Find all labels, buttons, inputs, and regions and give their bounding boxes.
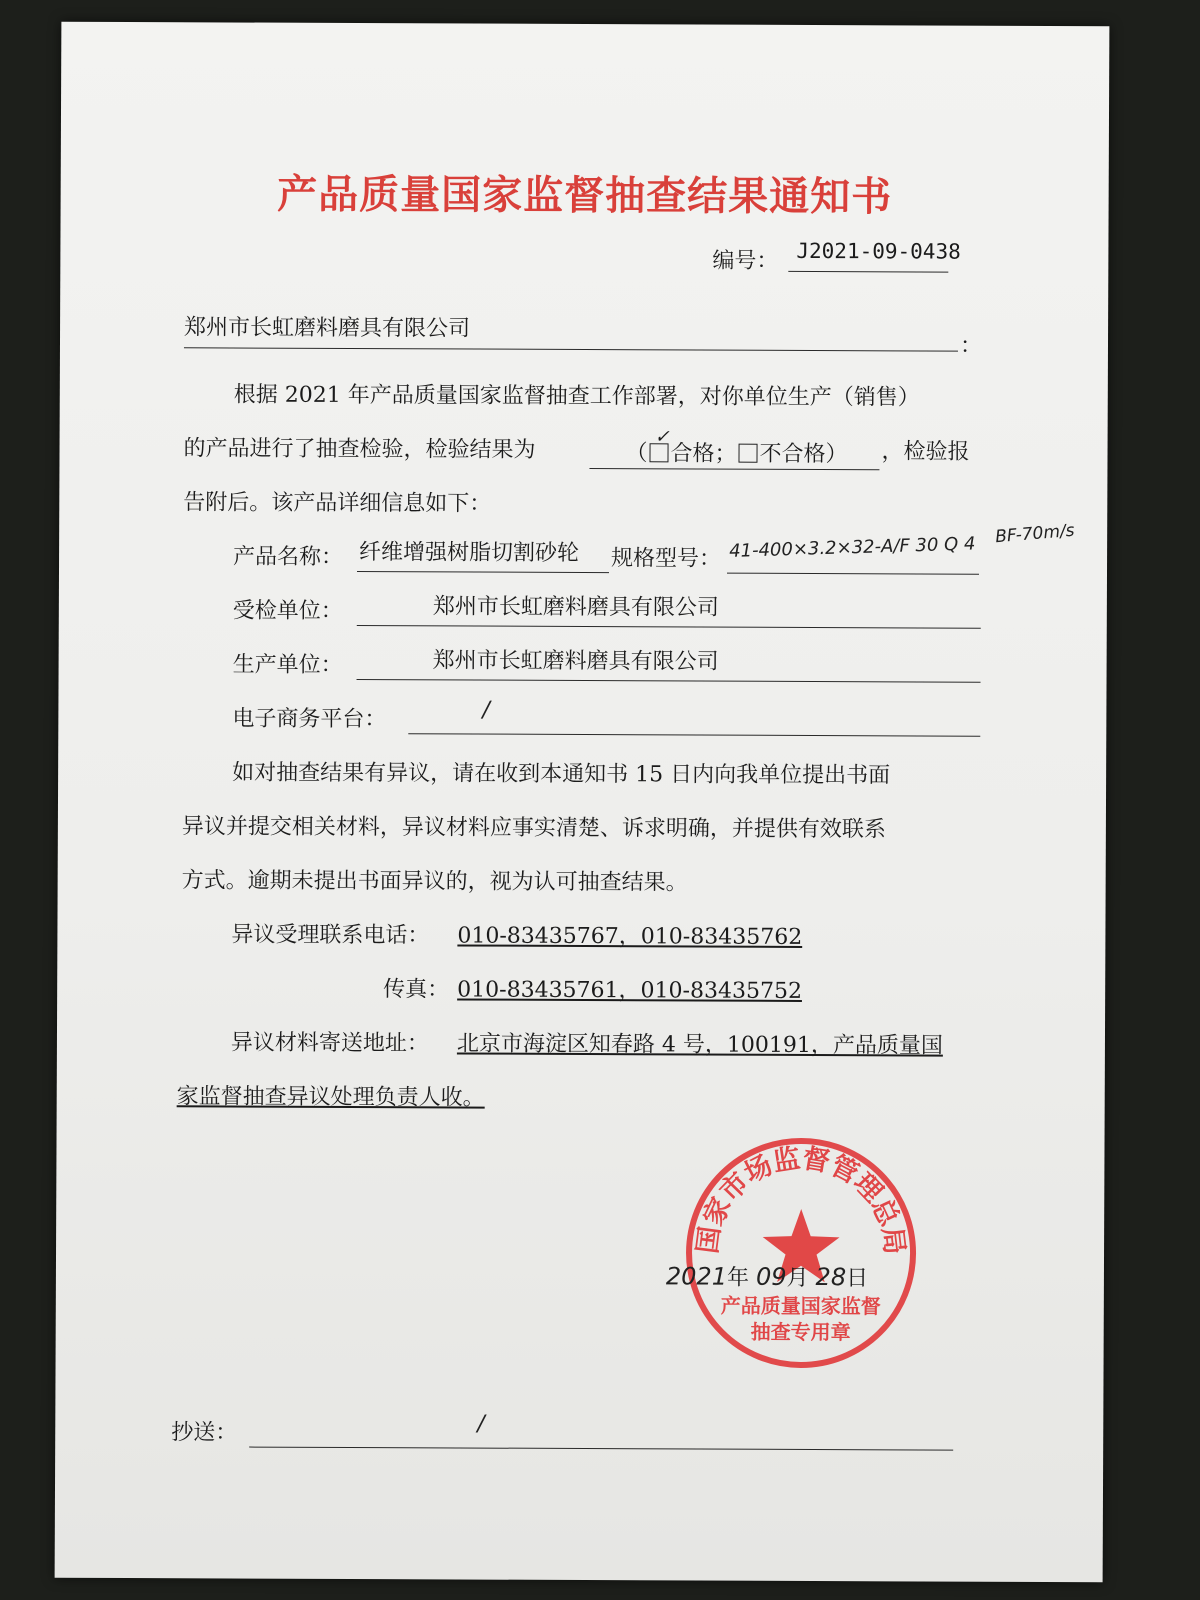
para1-line2-after: ，检验报 [881, 439, 970, 465]
cc-value: / [477, 1411, 485, 1437]
cc-label: 抄送： [171, 1420, 238, 1446]
fax-label: 传真： [383, 977, 450, 1003]
result-underline [589, 468, 879, 470]
platform-value: / [482, 697, 490, 723]
phone-value: 010-83435767，010-83435762 [457, 923, 803, 950]
inspected-unit-underline [357, 625, 981, 629]
cc-underline [249, 1447, 953, 1451]
date-day: 28 [815, 1263, 847, 1292]
document-title: 产品质量国家监督抽查结果通知书 [277, 171, 893, 221]
date-year-label: 年 [726, 1265, 750, 1291]
pass-checkbox [649, 426, 670, 462]
phone-label: 异议受理联系电话： [231, 922, 430, 949]
result-open: （ [625, 441, 648, 467]
objection-line2: 异议并提交相关材料，异议材料应事实清楚、诉求明确，并提供有效联系 [181, 814, 886, 843]
inspected-unit-value: 郑州市长虹磨料磨具有限公司 [432, 594, 719, 621]
para1-line1: 根据 2021 年产品质量国家监督抽查工作部署，对你单位生产（销售） [233, 382, 920, 411]
date-month-label: 月 [786, 1265, 809, 1291]
address-value-line2: 家监督抽查异议处理负责人收。 [176, 1084, 485, 1111]
product-name-label: 产品名称： [233, 544, 344, 570]
producer-value: 郑州市长虹磨料磨具有限公司 [432, 648, 719, 675]
fax-value: 010-83435761，010-83435752 [457, 977, 803, 1004]
producer-underline [357, 679, 981, 683]
number-value: J2021-09-0438 [796, 238, 961, 264]
number-label: 编号： [712, 248, 779, 274]
seal-line1: 产品质量国家监督 [720, 1293, 881, 1319]
para1-line3: 告附后。该产品详细信息如下： [183, 490, 492, 517]
result-pass-label: 合格； [670, 441, 737, 467]
date-day-label: 日 [846, 1266, 869, 1292]
address-label: 异议材料寄送地址： [230, 1030, 430, 1057]
producer-label: 生产单位： [232, 652, 343, 678]
model-underline [727, 573, 979, 575]
date-year: 2021 [665, 1262, 728, 1291]
objection-line3: 方式。逾期未提出书面异议的，视为认可抽查结果。 [181, 868, 688, 896]
platform-underline [408, 733, 980, 736]
para1-line2-before: 的产品进行了抽查检验，检验结果为 [183, 436, 536, 463]
result-field [625, 426, 848, 468]
seal-line2: 抽查专用章 [750, 1319, 851, 1345]
official-seal [681, 1132, 922, 1373]
inspected-unit-label: 受检单位： [232, 598, 343, 624]
result-fail-label: 不合格） [759, 441, 848, 468]
seal-arc-text: 国家市场监督管理总局 [692, 1142, 910, 1257]
objection-line1: 如对抽查结果有异议，请在收到本通知书 15 日内向我单位提出书面 [232, 760, 891, 789]
model-label: 规格型号： [611, 546, 722, 572]
notice-paper [55, 22, 1110, 1583]
fail-checkbox [739, 444, 758, 463]
recipient-name: 郑州市长虹磨料磨具有限公司 [184, 315, 471, 342]
model-value-extra: BF-70m/s [994, 520, 1076, 548]
product-name-value: 纤维增强树脂切割砂轮 [359, 540, 580, 566]
platform-label: 电子商务平台： [232, 706, 387, 733]
address-value-line1: 北京市海淀区知春路 4 号，100191，产品质量国 [456, 1031, 943, 1059]
date-month: 09 [755, 1262, 787, 1291]
date [666, 1260, 868, 1292]
check-mark-icon: ✓ [654, 426, 670, 448]
product-name-underline [357, 571, 609, 573]
model-value: 41-400×3.2×32-A/F 30 Q 4 [728, 533, 976, 562]
recipient-underline [184, 347, 958, 351]
recipient-colon: ： [959, 333, 983, 359]
number-underline [788, 271, 948, 273]
